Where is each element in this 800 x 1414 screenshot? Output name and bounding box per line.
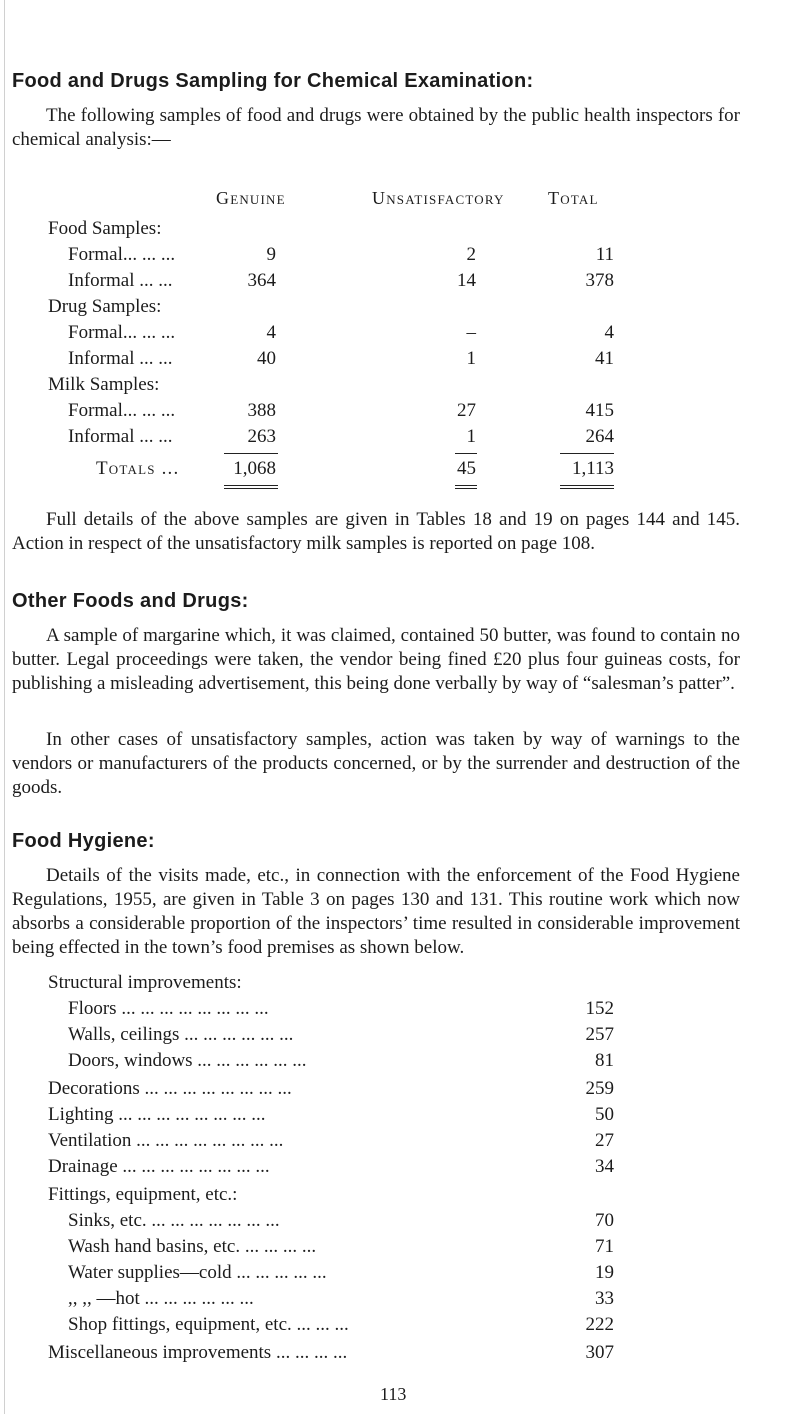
follow-up-paragraph: [12, 508, 740, 556]
other-para-1-text: A sample of margarine which, it was claimed, contained 50 butter, was found to contain no butter. Legal proceedings were taken, the vendor being fined £20 plus four guineas costs, for publishing a misleading advertisement, this being done verbally by way of “salesman’s patter”.: [12, 625, 740, 694]
item-label: Decorations ... ... ... ... ... ... ... ...: [48, 1078, 292, 1099]
item-label: ,, ,, —hot ... ... ... ... ... ...: [68, 1288, 254, 1309]
hygiene-para-1: [12, 864, 740, 960]
col-genuine: Genuine: [216, 188, 286, 208]
table-row: [0, 244, 800, 270]
row-label: Formal... ... ...: [68, 244, 176, 265]
list-item: [0, 1130, 800, 1156]
item-value: 222: [585, 1314, 614, 1335]
table-row: [0, 270, 800, 296]
list-item: [0, 1210, 800, 1236]
cell-unsatisfactory: 45: [457, 458, 476, 479]
item-label: Lighting ... ... ... ... ... ... ... ...: [48, 1104, 266, 1125]
cell-total: 378: [585, 270, 614, 291]
item-value: 307: [585, 1342, 614, 1363]
hygiene-heading: Food Hygiene:: [12, 830, 155, 852]
row-label: Informal ... ...: [68, 426, 173, 447]
item-label: Sinks, etc. ... ... ... ... ... ... ...: [68, 1210, 280, 1231]
item-label: Miscellaneous improvements ... ... ... ...: [48, 1342, 348, 1363]
cell-total: 1,113: [571, 458, 614, 479]
total-rule: [224, 485, 278, 486]
list-item: [0, 1156, 800, 1182]
item-label: Drainage ... ... ... ... ... ... ... ...: [48, 1156, 270, 1177]
group-label: Drug Samples:: [48, 296, 162, 317]
item-value: 33: [595, 1288, 614, 1309]
total-rule: [560, 485, 614, 486]
item-value: 71: [595, 1236, 614, 1257]
cell-genuine: 364: [247, 270, 276, 291]
list-item: [0, 1236, 800, 1262]
table-row: [0, 322, 800, 348]
item-value: 34: [595, 1156, 614, 1177]
sum-rule: [455, 453, 477, 454]
list-heading: [0, 972, 800, 998]
item-value: 50: [595, 1104, 614, 1125]
sum-rule: [224, 453, 278, 454]
row-label: Informal ... ...: [68, 348, 173, 369]
sampling-intro: [12, 104, 740, 152]
fittings-label: Fittings, equipment, etc.:: [48, 1184, 238, 1205]
item-value: 257: [585, 1024, 614, 1045]
row-label: Formal... ... ...: [68, 400, 176, 421]
item-value: 70: [595, 1210, 614, 1231]
item-value: 81: [595, 1050, 614, 1071]
list-item: [0, 998, 800, 1024]
other-para-2: [12, 728, 740, 800]
table-row: [0, 348, 800, 374]
col-total: Total: [548, 188, 599, 208]
group-milk: [0, 374, 800, 400]
item-label: Floors ... ... ... ... ... ... ... ...: [68, 998, 269, 1019]
list-heading: [0, 1184, 800, 1210]
follow-up-text: Full details of the above samples are given in Tables 18 and 19 on pages 144 and 145. Action in respect of the unsatisfactory milk samples is reported on page 108.: [12, 509, 740, 554]
row-label: Formal... ... ...: [68, 322, 176, 343]
item-value: 259: [585, 1078, 614, 1099]
cell-unsatisfactory: 1: [466, 348, 476, 369]
item-label: Shop fittings, equipment, etc. ... ... ...: [68, 1314, 349, 1335]
item-label: Ventilation ... ... ... ... ... ... ... ...: [48, 1130, 284, 1151]
group-drug: [0, 296, 800, 322]
cell-total: 4: [604, 322, 614, 343]
other-heading: Other Foods and Drugs:: [12, 590, 249, 612]
cell-unsatisfactory: 27: [457, 400, 476, 421]
sampling-heading: Food and Drugs Sampling for Chemical Examination:: [12, 70, 534, 92]
item-label: Walls, ceilings ... ... ... ... ... ...: [68, 1024, 294, 1045]
cell-unsatisfactory: 1: [466, 426, 476, 447]
group-food: [0, 218, 800, 244]
cell-total: 41: [595, 348, 614, 369]
cell-genuine: 388: [247, 400, 276, 421]
list-item: [0, 1078, 800, 1104]
cell-genuine: 4: [266, 322, 276, 343]
cell-total: 264: [585, 426, 614, 447]
totals-row: [0, 458, 800, 484]
col-unsatisfactory: Unsatisfactory: [372, 188, 505, 208]
cell-genuine: 40: [257, 348, 276, 369]
cell-genuine: 263: [247, 426, 276, 447]
cell-genuine: 9: [266, 244, 276, 265]
cell-unsatisfactory: –: [466, 322, 476, 343]
total-rule: [224, 488, 278, 489]
table-row: [0, 426, 800, 452]
hygiene-para-1-text: Details of the visits made, etc., in connection with the enforcement of the Food Hygiene Regulations, 1955, are given in Table 3 on pages 130 and 131. This routine work which now absorbs a considerable proportion of the inspectors’ time resulted in considerable improvement being effected in the town’s food premises as shown below.: [12, 865, 740, 958]
list-item: [0, 1024, 800, 1050]
item-value: 27: [595, 1130, 614, 1151]
total-rule: [455, 488, 477, 489]
list-item: [0, 1104, 800, 1130]
cell-total: 415: [585, 400, 614, 421]
sum-rule: [560, 453, 614, 454]
item-value: 19: [595, 1262, 614, 1283]
table-row: [0, 400, 800, 426]
other-para-1: [12, 624, 740, 696]
row-label: Informal ... ...: [68, 270, 173, 291]
item-label: Doors, windows ... ... ... ... ... ...: [68, 1050, 307, 1071]
group-label: Food Samples:: [48, 218, 162, 239]
item-label: Water supplies—cold ... ... ... ... ...: [68, 1262, 327, 1283]
totals-label: Totals ...: [96, 458, 180, 479]
cell-genuine: 1,068: [233, 458, 276, 479]
sampling-intro-text: The following samples of food and drugs were obtained by the public health inspectors for chemical analysis:—: [12, 105, 740, 150]
list-item: [0, 1314, 800, 1340]
total-rule: [455, 485, 477, 486]
cell-unsatisfactory: 2: [466, 244, 476, 265]
cell-unsatisfactory: 14: [457, 270, 476, 291]
page-number: 113: [380, 1384, 407, 1404]
item-label: Wash hand basins, etc. ... ... ... ...: [68, 1236, 317, 1257]
item-value: 152: [585, 998, 614, 1019]
cell-total: 11: [595, 244, 614, 265]
structural-label: Structural improvements:: [48, 972, 242, 993]
total-rule: [560, 488, 614, 489]
list-item: [0, 1262, 800, 1288]
other-para-2-text: In other cases of unsatisfactory samples, action was taken by way of warnings to the vendors or manufacturers of the products concerned, or by the surrender and destruction of the goods.: [12, 729, 740, 798]
list-item: [0, 1342, 800, 1368]
list-item: [0, 1288, 800, 1314]
list-item: [0, 1050, 800, 1076]
group-label: Milk Samples:: [48, 374, 160, 395]
